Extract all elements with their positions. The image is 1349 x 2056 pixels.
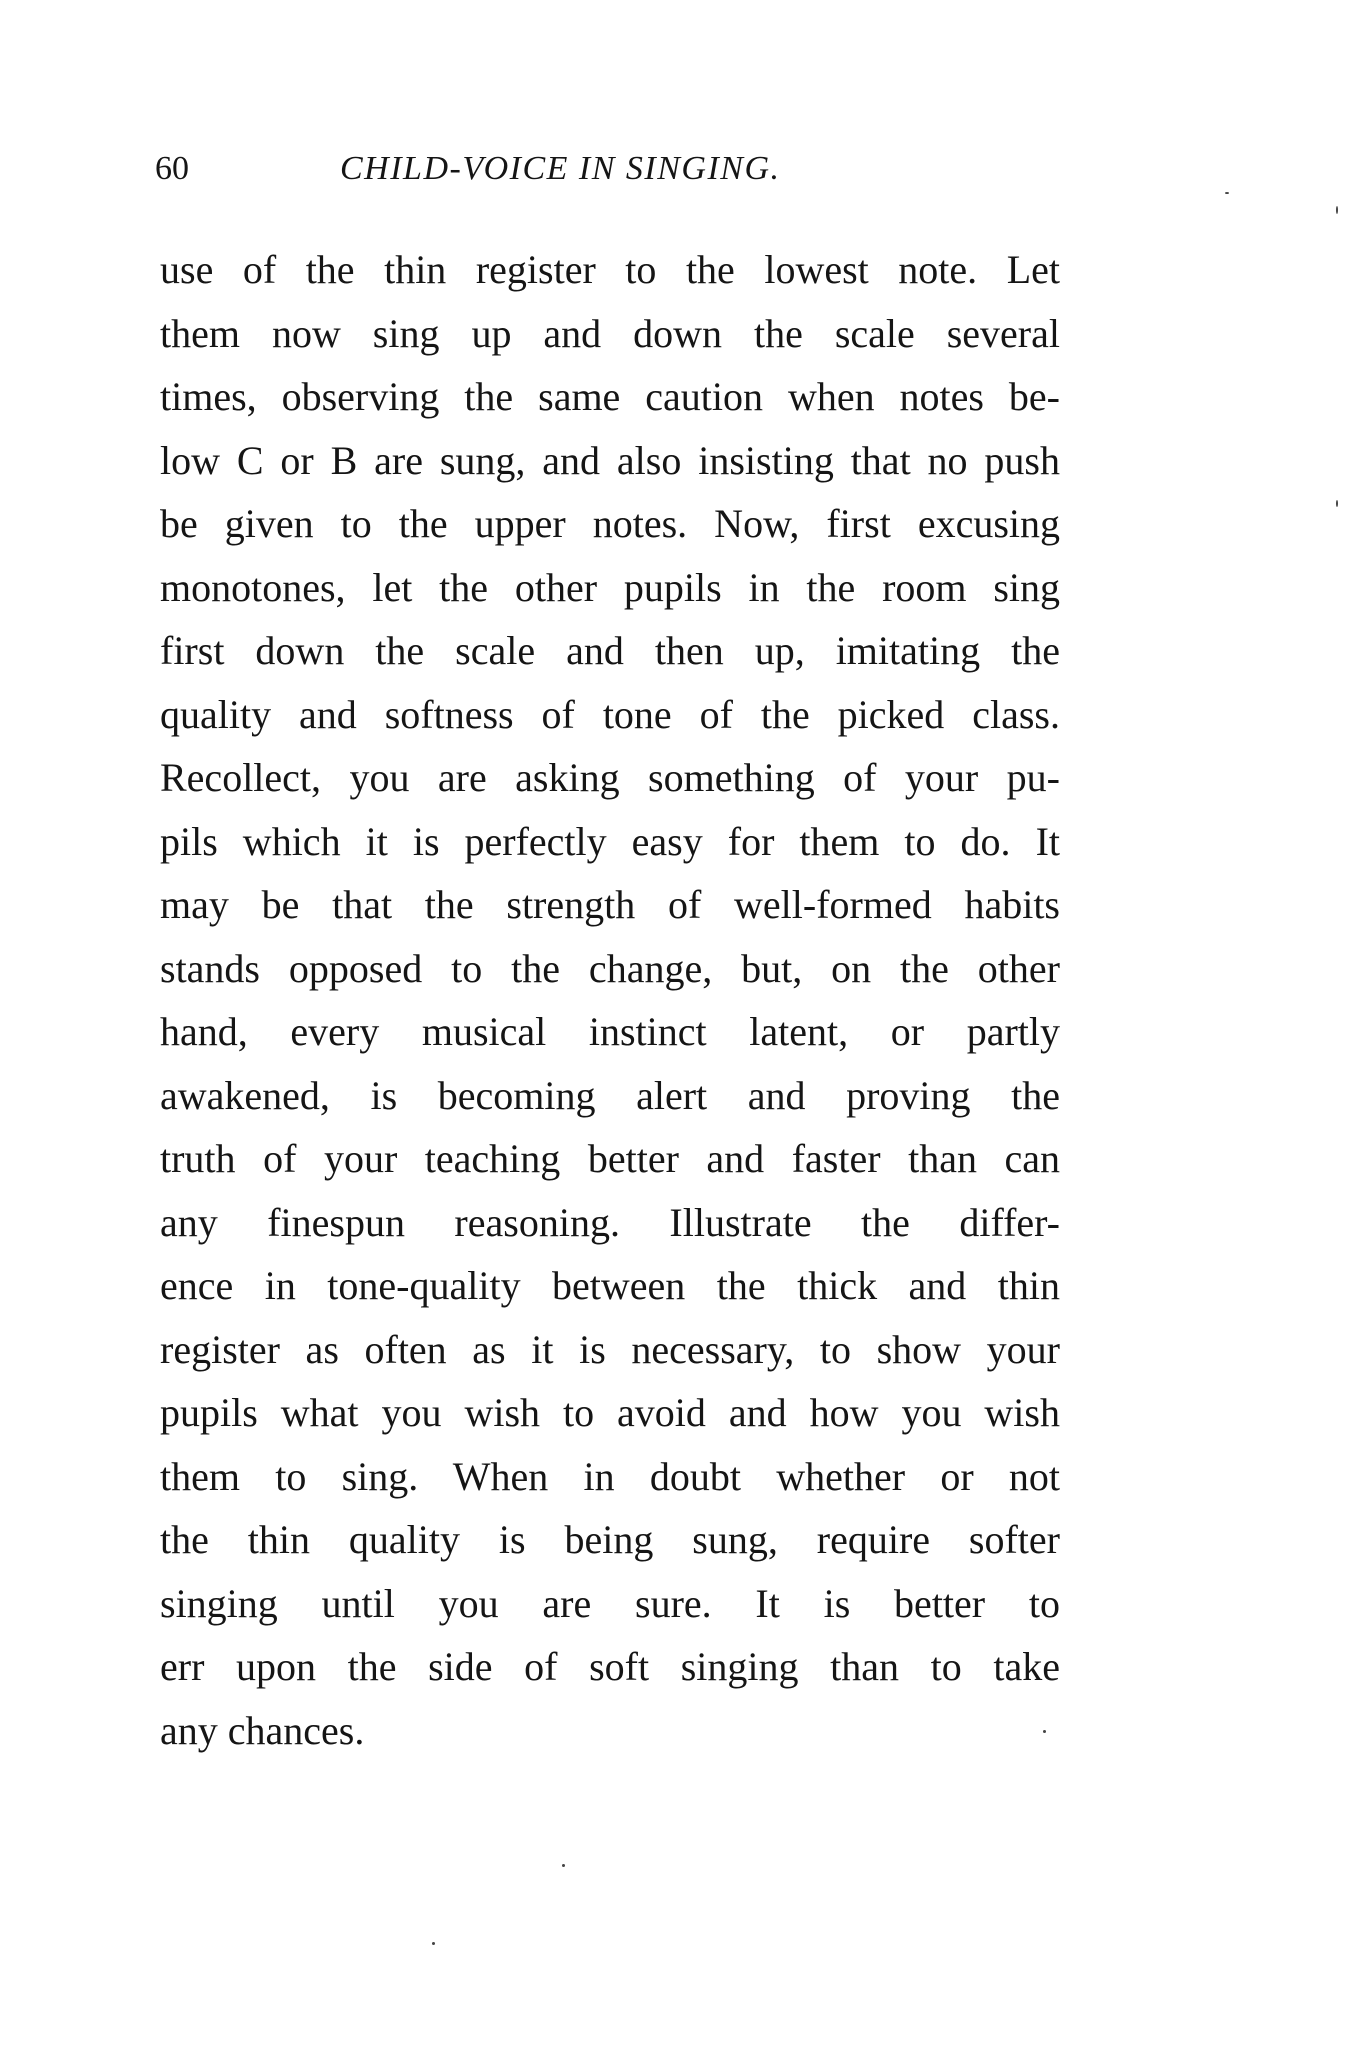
text-line: use of the thin register to the lowest note. Let [160, 247, 1060, 292]
scan-speck [432, 1942, 435, 1945]
page-number: 60 [155, 150, 189, 187]
text-line: hand, every musical instinct latent, or partly [160, 1009, 1060, 1054]
text-line: be given to the upper notes. Now, first excusing [160, 501, 1060, 546]
text-line: any finespun reasoning. Illustrate the differ- [160, 1199, 1060, 1245]
text-line: pupils what you wish to avoid and how you wish [160, 1390, 1060, 1435]
text-line: quality and softness of tone of the picked class. [160, 691, 1060, 737]
text-line: them now sing up and down the scale several [160, 310, 1060, 356]
text-line: err upon the side of soft singing than to take [160, 1644, 1060, 1689]
scan-speck [1225, 192, 1229, 194]
text-line: monotones, let the other pupils in the room sing [160, 564, 1060, 610]
text-line: them to sing. When in doubt whether or not [160, 1453, 1060, 1499]
text-line: singing until you are sure. It is better to [160, 1580, 1060, 1626]
page-header [155, 150, 1055, 200]
text-line: awakened, is becoming alert and proving the [160, 1072, 1060, 1118]
text-line: register as often as it is necessary, to show your [160, 1326, 1060, 1372]
text-line: times, observing the same caution when notes be- [160, 374, 1060, 419]
text-line: Recollect, you are asking something of your pu- [160, 755, 1060, 800]
text-line: any chances. [160, 1707, 365, 1753]
text-line: may be that the strength of well-formed habits [160, 882, 1060, 927]
text-line: low C or B are sung, and also insisting that no push [160, 437, 1060, 483]
text-line: stands opposed to the change, but, on the other [160, 945, 1060, 991]
scan-speck [562, 1864, 565, 1867]
text-line: truth of your teaching better and faster than can [160, 1136, 1060, 1181]
text-line: the thin quality is being sung, require softer [160, 1517, 1060, 1562]
running-title: CHILD-VOICE IN SINGING. [340, 150, 781, 187]
body-paragraph [160, 238, 1060, 1762]
scan-speck [1043, 1730, 1046, 1733]
scan-speck [1336, 206, 1338, 214]
text-line: pils which it is perfectly easy for them to do. It [160, 818, 1060, 864]
text-line: first down the scale and then up, imitating the [160, 628, 1060, 673]
text-line: ence in tone-quality between the thick and thin [160, 1263, 1060, 1308]
scan-speck [1336, 500, 1338, 507]
